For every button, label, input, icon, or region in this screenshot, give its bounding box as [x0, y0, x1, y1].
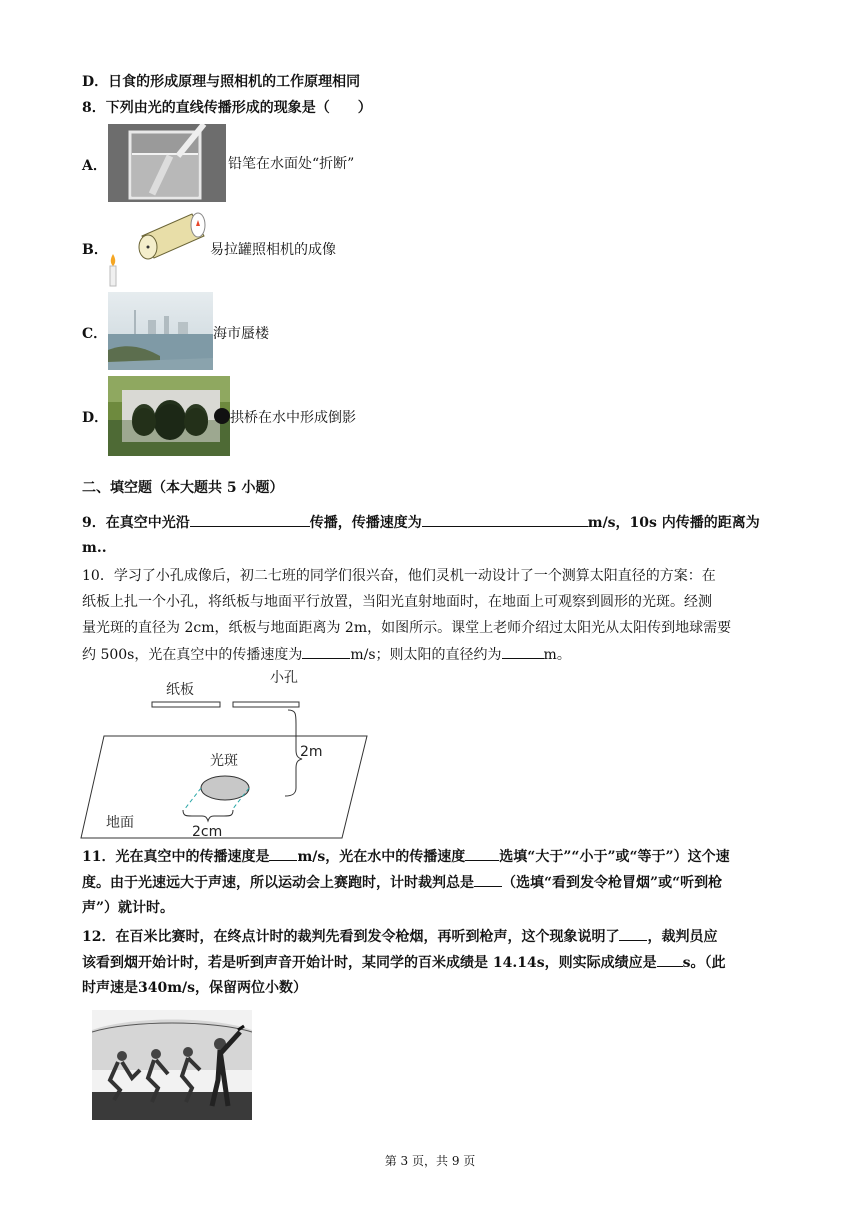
- q11-line-3: 声”）就计时。: [82, 900, 175, 916]
- light-spot: [201, 776, 249, 800]
- label-board: 纸板: [166, 682, 194, 698]
- label-hole: 小孔: [270, 670, 298, 686]
- q10-text-4a: 约 500s，光在真空中的传播速度为: [82, 647, 303, 663]
- page-footer: 第 3 页，共 9 页: [384, 1154, 476, 1168]
- label-height: 2m: [300, 744, 323, 760]
- q11-text-2a: 度。由于光速远大于声速，所以运动会上赛跑时，计时裁判总是: [82, 875, 474, 891]
- q8-option-b-text: 易拉罐照相机的成像: [210, 242, 336, 258]
- q10-blank-1: [302, 644, 350, 659]
- q11-blank-1: [269, 846, 297, 861]
- q12-blank-1: [619, 926, 647, 941]
- race-start-image: [92, 1010, 252, 1120]
- q10-line-4: [82, 644, 571, 665]
- q9-text-1: 9．在真空中光沿: [82, 515, 190, 531]
- arch-bridge-image: [108, 376, 230, 456]
- label-diameter: 2cm: [192, 824, 223, 840]
- q10-text-4c: m。: [543, 647, 571, 663]
- q10-text-4b: m/s；则太阳的直径约为: [350, 647, 502, 663]
- label-spot: 光斑: [210, 753, 238, 769]
- q10-line-2: 纸板上扎一个小孔，将纸板与地面平行放置，当阳光直射地面时，在地面上可观察到圆形的光斑。经测: [82, 594, 712, 610]
- q11-blank-2: [465, 846, 499, 861]
- q12-line-1: [82, 926, 717, 947]
- q12-line-3: 时声速是340m/s，保留两位小数）: [82, 980, 308, 996]
- q10-line-1: 10．学习了小孔成像后，初二七班的同学们很兴奋，他们灵机一动设计了一个测算太阳直径的方案：在: [82, 568, 716, 584]
- q11-text-1b: m/s，光在水中的传播速度: [297, 849, 466, 865]
- diameter-brace: [183, 810, 233, 821]
- q12-text-2a: 该看到烟开始计时，若是听到声音开始计时，某同学的百米成绩是 14.14s，则实际成绩应是: [82, 955, 657, 971]
- q8-option-d-text: 拱桥在水中形成倒影: [230, 410, 356, 426]
- q11-blank-3: [474, 872, 502, 887]
- q12-line-2: [82, 952, 725, 973]
- q8-option-a-letter: A．: [82, 158, 107, 174]
- q12-blank-2: [657, 952, 683, 967]
- q8-option-a-text: 铅笔在水面处“折断”: [228, 156, 355, 172]
- q9-blank-2: [422, 512, 588, 527]
- q12-text-2b: s。（此: [682, 955, 726, 971]
- can-camera-image: [104, 206, 210, 288]
- q10-blank-2: [502, 644, 544, 659]
- q11-text-2b: （选填“看到发令枪冒烟”或“听到枪: [502, 875, 723, 891]
- q12-text-1b: ，裁判员应: [647, 929, 718, 945]
- q8-option-c-letter: C．: [82, 326, 108, 342]
- q11-text-1c: 选填“大于”“小于”或“等于”）这个速: [499, 849, 730, 865]
- mirage-image: [108, 292, 213, 370]
- q9-text-2: 传播，传播速度为: [309, 515, 422, 531]
- pinhole-diagram: [80, 664, 380, 844]
- q8-stem: 8．下列由光的直线传播形成的现象是（ ）: [82, 100, 372, 116]
- board-left: [152, 702, 220, 707]
- board-right: [233, 702, 299, 707]
- q10-line-3: 量光斑的直径为 2cm，纸板与地面距离为 2m，如图所示。课堂上老师介绍过太阳光从太阳传到地球需要: [82, 620, 732, 636]
- label-ground: 地面: [106, 815, 134, 831]
- section-2-title: 二、填空题（本大题共 5 小题）: [82, 480, 284, 496]
- q8-option-d-letter: D．: [82, 410, 109, 426]
- diameter-guide-left: [184, 788, 201, 810]
- q9-line-1: [82, 512, 760, 533]
- q8-option-b-letter: B．: [82, 242, 108, 258]
- q9-text-3: m/s，10s 内传播的距离为: [587, 515, 760, 531]
- pencil-in-water-image: [108, 124, 226, 202]
- q11-text-1a: 11．光在真空中的传播速度是: [82, 849, 270, 865]
- q7-option-d: D．日食的形成原理与照相机的工作原理相同: [82, 74, 361, 90]
- q9-blank-1: [190, 512, 310, 527]
- q11-line-2: [82, 872, 722, 893]
- q12-text-1a: 12．在百米比赛时，在终点计时的裁判先看到发令枪烟，再听到枪声，这个现象说明了: [82, 929, 620, 945]
- q11-line-1: [82, 846, 730, 867]
- q8-option-c-text: 海市蜃楼: [213, 326, 269, 342]
- q9-line-2: m..: [82, 540, 107, 556]
